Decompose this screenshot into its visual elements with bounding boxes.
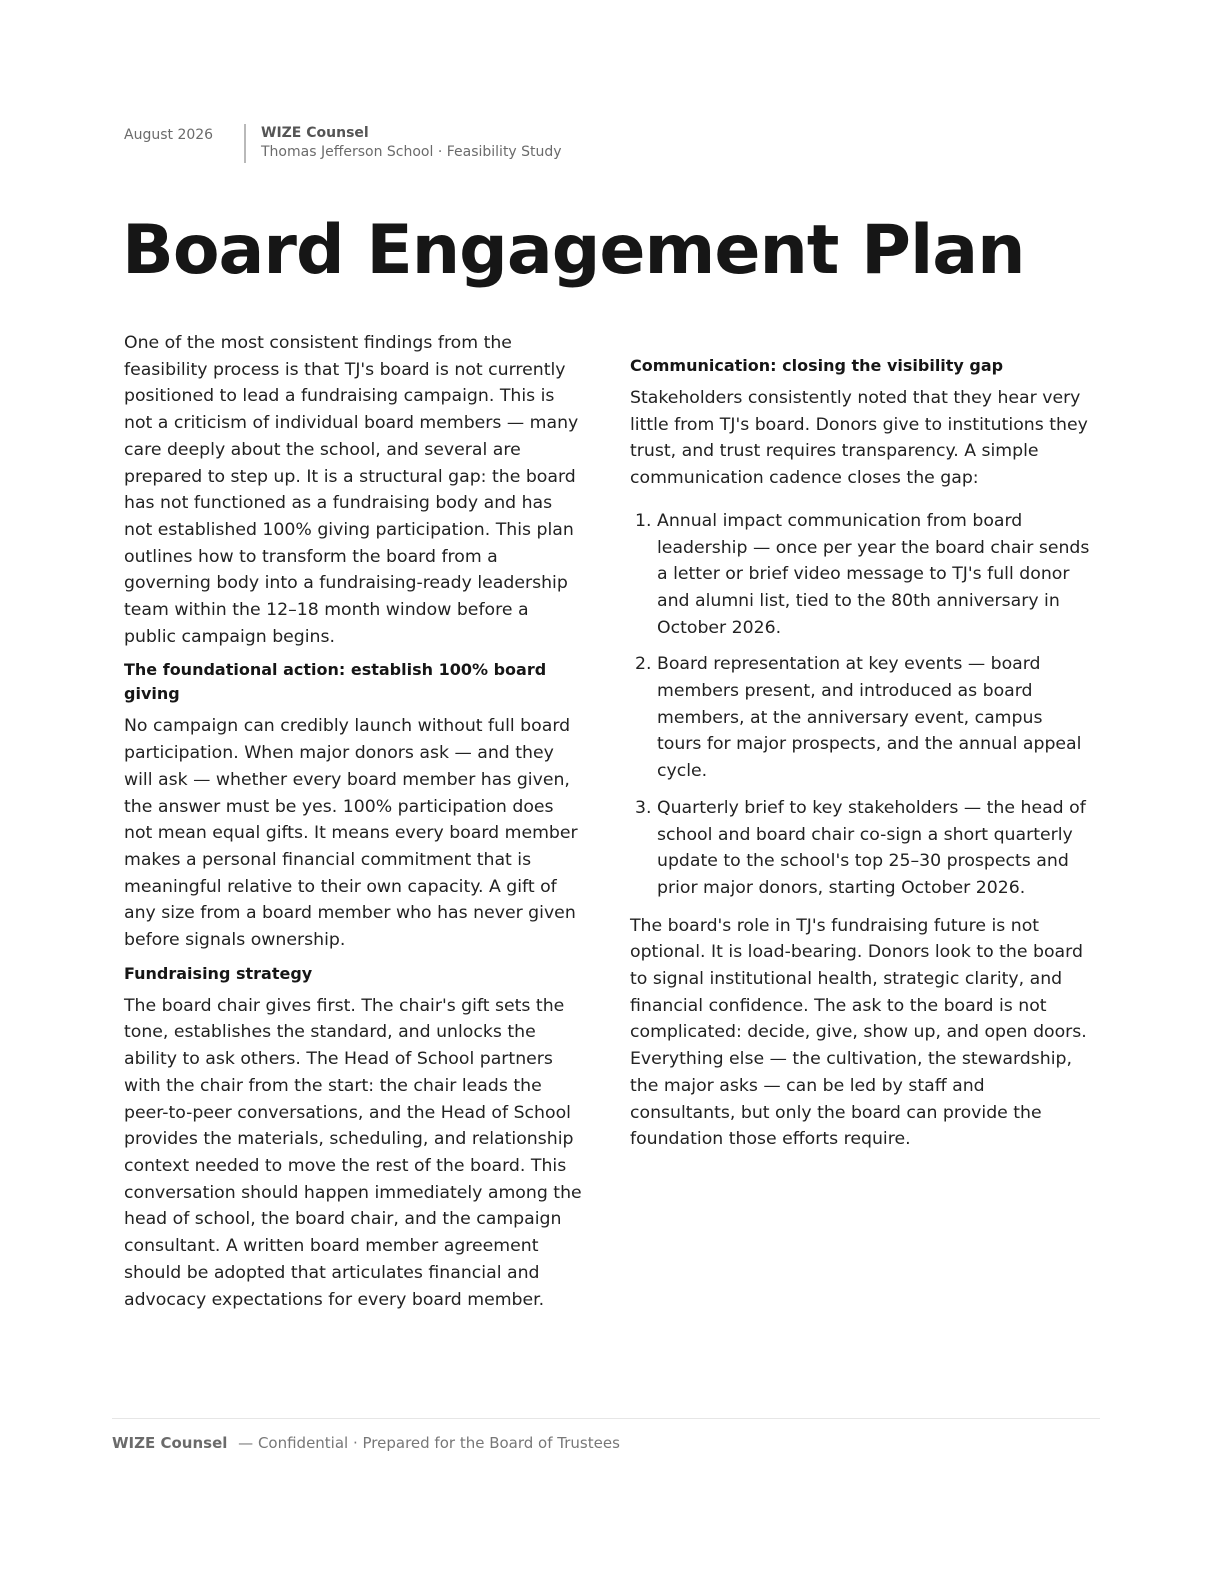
document-header [124,124,562,163]
section-heading-communication: Communication: closing the visibility gap [630,356,1004,375]
header-divider [244,124,246,163]
board-giving-paragraph: No campaign can credibly launch without full board participation. When major donors ask — and they will ask — whether every board member has given, the answer must be yes. 100% participation does not mean equal gifts. It means every board member makes a personal financial commitment that is meaningful relative to their own capacity. A gift of any size from a board member who has never given before signals ownership. [124,716,578,951]
left-column [124,330,584,1313]
communication-paragraph: Stakeholders consistently noted that they hear very little from TJ's board. Donors give to institutions they trust, and trust requires transparency. A simple communication cadence closes the gap: [630,388,1088,489]
footer-divider [112,1418,1100,1419]
communication-list [630,508,1090,902]
page-title: Board Engagement Plan [122,211,1025,290]
intro-paragraph: One of the most consistent findings from the feasibility process is that TJ's board is not currently positioned to lead a fundraising campaign. This is not a criticism of individual board members — many care deeply about the school, and several are prepared to step up. It is a structural gap: the board has not functioned as a fundraising body and has not established 100% giving participation. This plan outlines how to transform the board from a governing body into a fundraising-ready leadership team within the 12–18 month window before a public campaign begins. [124,333,579,647]
section-heading-board-giving: The foundational action: establish 100% board giving [124,660,547,704]
footer-note: — Confidential · Prepared for the Board of Trustees [238,1434,620,1452]
footer-firm-name: WIZE Counsel [112,1434,228,1452]
closing-paragraph: The board's role in TJ's fundraising future is not optional. It is load-bearing. Donors look to the board to signal institutional health, strategic clarity, and financial confidence. The ask to the board is not complicated: decide, give, show up, and open doors. Everything else — the cultivation, the stewardship, the major asks — can be led by staff and consultants, but only the board can provide the foundation those efforts require. [630,915,1087,1150]
section-heading-fundraising-strategy: Fundraising strategy [124,963,313,983]
page-footer [112,1433,620,1453]
project-name: Thomas Jefferson School · Feasibility Study [261,144,562,160]
list-item: 2. Board representation at key events — board members present, and introduced as board members, at the anniversary event, campus tours for major prospects, and the annual appeal cycle. [657,651,1090,785]
list-item: 3. Quarterly brief to key stakeholders — the head of school and board chair co-sign a short quarterly update to the school's top 25–30 prospects and prior major donors, starting October 2026. [657,795,1090,902]
document-date: August 2026 [124,127,214,143]
right-column [630,354,1090,1161]
list-item: 1. Annual impact communication from board leadership — once per year the board chair sends a letter or brief video message to TJ's full donor and alumni list, tied to the 80th anniversary in October 2026. [657,508,1090,642]
header-brand [261,124,562,162]
fundraising-strategy-paragraph: The board chair gives first. The chair's gift sets the tone, establishes the standard, and unlocks the ability to ask others. The Head of School partners with the chair from the start: the chair leads the peer-to-peer conversations, and the Head of School provides the materials, scheduling, and relationship context needed to move the rest of the board. This conversation should happen immediately among the head of school, the board chair, and the campaign consultant. A written board member agreement should be adopted that articulates financial and advocacy expectations for every board member. [124,995,582,1310]
firm-name: WIZE Counsel [261,125,369,141]
